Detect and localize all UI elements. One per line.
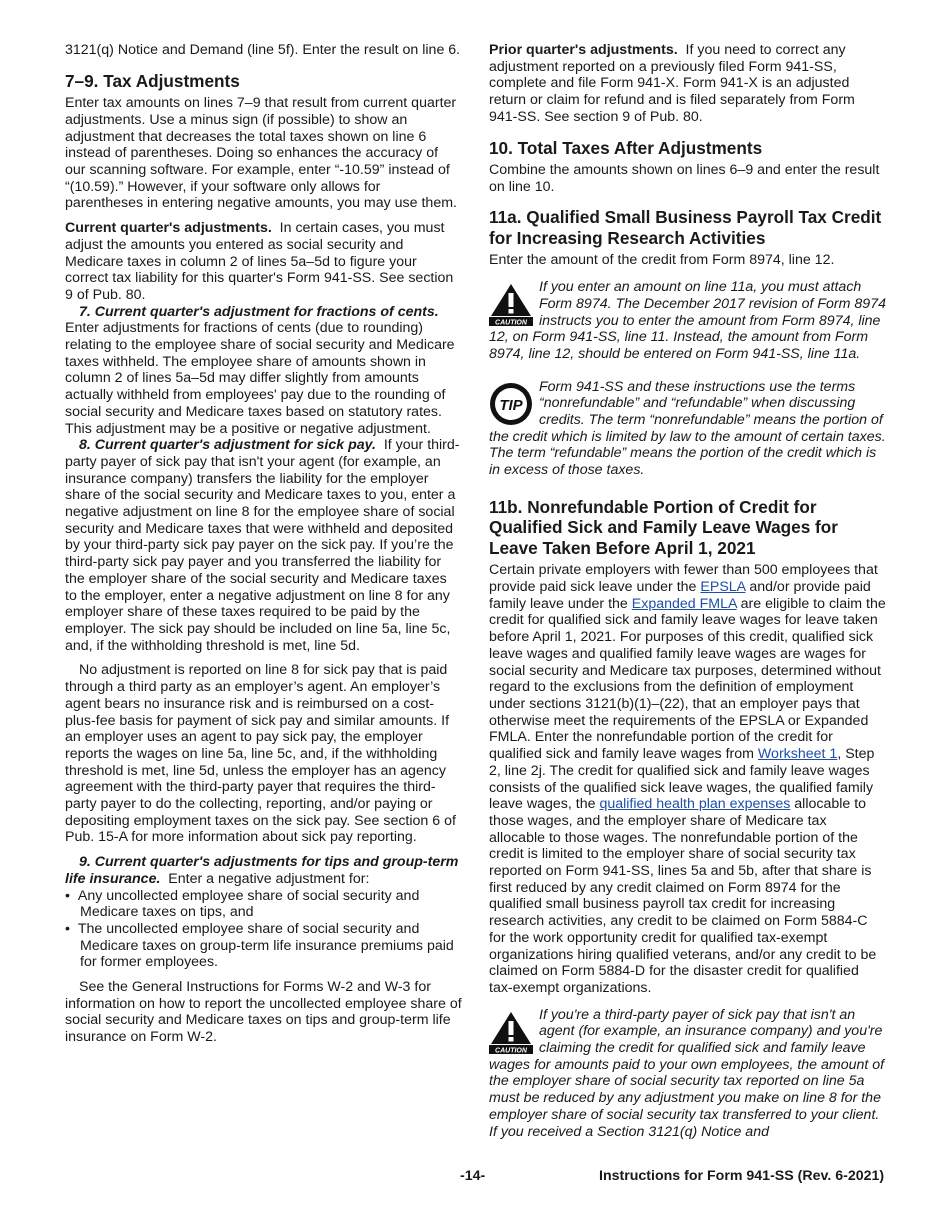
caution-icon <box>489 282 533 326</box>
qualified-health-plan-link[interactable]: qualified health plan expenses <box>599 796 791 813</box>
line8-head: 8. Current quarter's adjustment for sick pay. <box>79 437 376 454</box>
tip-icon <box>489 382 533 426</box>
continued-paragraph: 3121(q) Notice and Demand (line 5f). Enter the result on line 6. <box>65 42 461 58</box>
tip-note <box>489 379 886 479</box>
expanded-fmla-link[interactable]: Expanded FMLA <box>631 595 737 612</box>
prior-quarter-text: If you need to correct any adjustment reported on a previously filed Form 941-SS, complete and file Form 941-X. Form 941-X is an adjusted return or claim for refund and is filed separately from Form 941-SS. See section 9 of Pub. 80. <box>489 42 855 125</box>
footer-form-title: Instructions for Form 941-SS (Rev. 6-2021) <box>599 1168 885 1184</box>
line11b-paragraph <box>489 562 886 996</box>
line9-text: Enter a negative adjustment for: <box>168 870 370 887</box>
current-quarter-text: In certain cases, you must adjust the amounts you entered as social security and Medicare taxes in column 2 of lines 5a–5d to figure your correct tax liability for this quarter's Form 941-SS. See section 9 of Pub. 80. <box>65 220 454 303</box>
line11b-text-1: Certain private employers with fewer than 500 employees that provide paid sick leave under the <box>489 562 878 596</box>
see-instructions-paragraph: See the General Instructions for Forms W-2 and W-3 for information on how to report the uncollected employee share of social security and Medicare taxes on tips and group-term life insurance on Form W-2. <box>65 979 462 1046</box>
line7-text: Enter adjustments for fractions of cents (due to rounding) relating to the employee share of social security and Medicare taxes withheld. The employee share of amounts shown in column 2 of lines 5a–5d may differ slightly from amounts actually withheld from employees' pay due to the rounding of social security and Medicare taxes based on statutory rates. This adjustment may be a positive or negative adjustment. <box>65 320 455 437</box>
worksheet1-link[interactable]: Worksheet 1 <box>757 746 838 763</box>
caution-note-11a <box>489 279 886 363</box>
caution-label: CAUTION <box>495 1046 527 1054</box>
current-quarter-head: Current quarter's adjustments. <box>65 220 272 237</box>
heading-tax-adjustments: 7–9. Tax Adjustments <box>65 70 240 91</box>
line9-head: 9. Current quarter's adjustments for tips and group-term life insurance. <box>65 854 459 887</box>
caution-text: If you're a third-party payer of sick pay that isn't an agent (for example, an insurance company) and you're claiming the credit for qualified sick and family leave wages for amounts paid to your own employees, the amount of the employer share of social security tax reported on line 5a must be reduced by any adjustment you make on line 8 for the employer share of social security tax transferred to your client. If you received a Section 3121(q) Notice and <box>489 1006 885 1140</box>
line11b-text-5: allocable to those wages, and the employer share of Medicare tax allocable to those wages. The nonrefundable portion of the credit is limited to the employer share of social security tax reported on Form 941-SS, lines 5a and 5b, after that share is first reduced by any credit claimed on Form 8974 for the qualified small business payroll tax credit for increasing research activities, any credit to be claimed on Form 5884-C for the work opportunity credit for qualified tax-exempt organizations hiring qualified veterans, and/or any credit to be claimed on Form 5884-D for the disaster credit for qualified tax-exempt organizations. <box>489 796 877 996</box>
line9-paragraph <box>65 854 462 887</box>
bullet-text: Any uncollected employee share of social security and Medicare taxes on tips, and <box>77 887 420 921</box>
line11b-text-4: , Step 2, line 2j. The credit for qualified sick and family leave wages consists of the qualified sick leave wages, the qualified family leave wages, the <box>489 746 875 813</box>
line7-head: 7. Current quarter's adjustment for fractions of cents. <box>79 303 439 320</box>
line8-paragraph <box>65 437 462 654</box>
line10-paragraph: Combine the amounts shown on lines 6–9 and enter the result on line 10. <box>489 162 880 195</box>
epsla-link[interactable]: EPSLA <box>700 579 746 596</box>
tip-label: TIP <box>499 396 523 414</box>
left-column <box>65 42 462 1046</box>
bullet-item <box>65 888 462 921</box>
right-column <box>489 42 886 1140</box>
line11a-paragraph: Enter the amount of the credit from Form 8974, line 12. <box>489 252 835 269</box>
page-number: -14- <box>460 1168 486 1184</box>
line8-text: If your third-party payer of sick pay that isn't your agent (for example, an insurance company) transfers the liability for the employer share of the social security and Medicare taxes to you, enter a negative adjustment on line 8 for the employee share of social security and Medicare taxes that were withheld and deposited by your third-party sick pay payer on the sick pay. If you’re the third-party sick pay payer and you transferred the liability for the employer share of the social security and Medicare taxes to the employer, enter a negative adjustment on line 8 for any employer share of these taxes required to be paid by the employer. The sick pay should be included on line 5a, line 5c, and, if the withholding threshold is met, line 5d. <box>65 437 460 654</box>
no-adjustment-paragraph: No adjustment is reported on line 8 for sick pay that is paid through a third party as an employer’s agent. An employer’s agent bears no insurance risk and is reimbursed on a cost-plus-fee basis for payment of sick pay and similar amounts. If an employer uses an agent to pay sick pay, the employer reports the wages on line 5a, line 5c, and, if the withholding threshold is met, line 5d, unless the employer has an agency agreement with the third-party payer that requires the third-party payer to do the collecting, reporting, and/or paying or depositing employment taxes on the sick pay. See section 6 of Pub. 15-A for more information about sick pay reporting. <box>65 662 456 846</box>
heading-line11a: 11a. Qualified Small Business Payroll Tax Credit for Increasing Research Activities <box>489 207 882 248</box>
tax-adjustments-paragraph: Enter tax amounts on lines 7–9 that result from current quarter adjustments. Use a minus sign (if possible) to show an adjustment that decreases the total taxes shown on line 6 instead of parentheses. Doing so enhances the accuracy of our scanning software. For example, enter “-10.59” instead of “(10.59).” However, if your software only allows for parentheses in entering negative amounts, you may use them. <box>65 95 457 212</box>
bullet-icon: • <box>65 887 78 904</box>
heading-line11b: 11b. Nonrefundable Portion of Credit for Qualified Sick and Family Leave Wages for Leave Taken Before April 1, 2021 <box>489 496 838 558</box>
bullet-text: The uncollected employee share of social security and Medicare taxes on group-term life insurance premiums paid for former employees. <box>77 920 454 971</box>
line11b-text-3: are eligible to claim the credit for qualified sick and family leave wages for leave taken before April 1, 2021. For purposes of this credit, qualified sick leave wages and qualified family leave wages are wages for social security and Medicare tax purposes, determined without regard to the exclusions from the definition of employment under sections 3121(b)(1)–(22), that an employer pays that otherwise meet the requirements of the EPSLA or Expanded FMLA. Enter the nonrefundable portion of the credit for qualified sick and family leave wages from <box>489 595 886 763</box>
bullet-item <box>65 921 462 971</box>
bullet-icon: • <box>65 920 78 937</box>
caution-text: If you enter an amount on line 11a, you must attach Form 8974. The December 2017 revision of Form 8974 instructs you to enter the amount from Form 8974, line 12, on Form 941-SS, line 11. Instead, the amount from Form 8974, line 12, should be entered on Form 941-SS, line 11a. <box>489 279 886 362</box>
line11b-text-2: and/or provide paid family leave under the <box>489 579 871 612</box>
heading-line10: 10. Total Taxes After Adjustments <box>489 137 763 158</box>
prior-quarter-paragraph <box>489 42 886 126</box>
tip-text: Form 941-SS and these instructions use the terms “nonrefundable” and “refundable” when discussing credits. The term “nonrefundable” means the portion of the credit which is limited by law to the amount of certain taxes. The term “refundable” means the portion of the credit which is in excess of those taxes. <box>489 378 886 479</box>
prior-quarter-head: Prior quarter's adjustments. <box>489 42 678 58</box>
caution-icon <box>489 1010 533 1054</box>
line7-paragraph <box>65 304 462 438</box>
current-quarter-paragraph <box>65 220 462 304</box>
caution-note-11b <box>489 1007 886 1141</box>
caution-label: CAUTION <box>495 319 527 327</box>
